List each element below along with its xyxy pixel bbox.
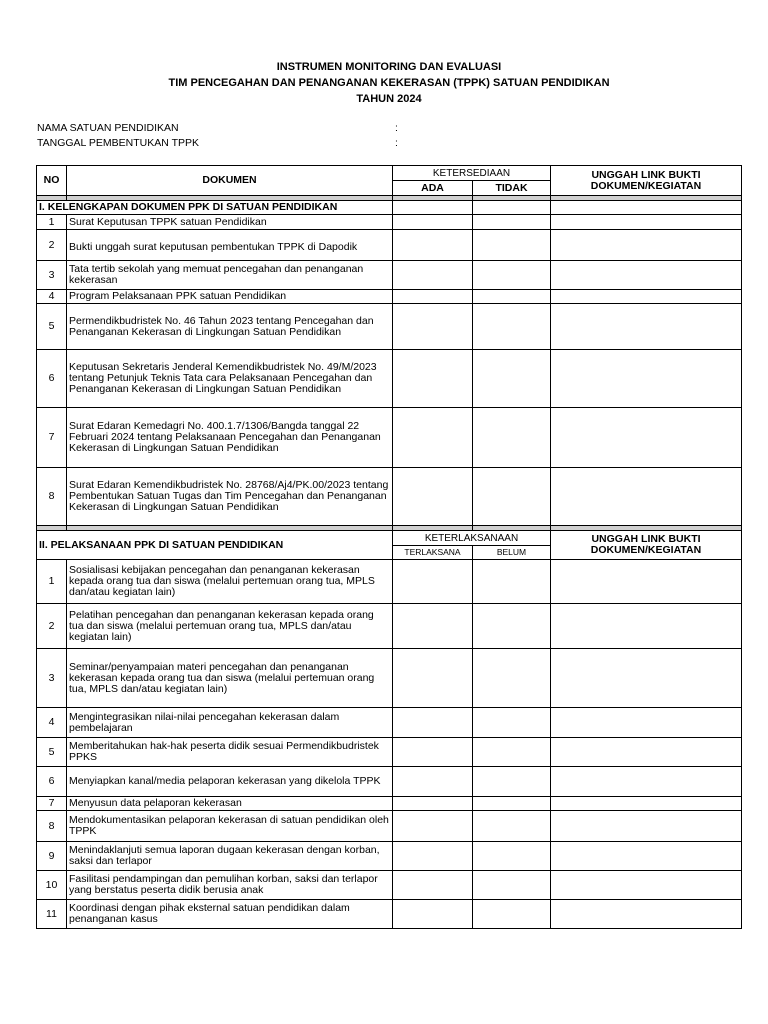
- cell-link[interactable]: [551, 797, 742, 811]
- table-row: [37, 649, 742, 708]
- table-row: [37, 408, 742, 468]
- cell-link[interactable]: [551, 871, 742, 900]
- row-activity: Pelatihan pencegahan dan penanganan kekerasan kepada orang tua dan siswa (melalui pertemuan orang tua, MPLS dan/atau kegiatan lain): [67, 604, 393, 649]
- table-row: [37, 811, 742, 842]
- row-number: 10: [37, 871, 67, 900]
- row-document: Surat Keputusan TPPK satuan Pendidikan: [67, 215, 393, 230]
- cell-link[interactable]: [551, 230, 742, 261]
- table-row: [37, 767, 742, 797]
- document-title-block: [0, 59, 768, 107]
- cell-link[interactable]: [551, 900, 742, 929]
- header-upload-link-2: UNGGAH LINK BUKTI DOKUMEN/KEGIATAN: [551, 531, 742, 560]
- formation-date-label: TANGGAL PEMBENTUKAN TPPK: [37, 137, 200, 149]
- row-document: Surat Edaran Kemedagri No. 400.1.7/1306/Bangda tanggal 22 Februari 2024 tentang Pelaksanaan Pencegahan dan Penanganan Kekerasan di Lingkungan Satuan Pendidikan: [67, 408, 393, 468]
- row-number: 1: [37, 215, 67, 230]
- row-activity: Koordinasi dengan pihak eksternal satuan pendidikan dalam penanganan kasus: [67, 900, 393, 929]
- cell-ada[interactable]: [393, 201, 473, 215]
- cell-link[interactable]: [551, 468, 742, 526]
- header-execution: KETERLAKSANAAN: [393, 531, 551, 546]
- row-number: 7: [37, 797, 67, 811]
- row-document: Tata tertib sekolah yang memuat pencegahan dan penanganan kekerasan: [67, 261, 393, 290]
- row-document: Permendikbudristek No. 46 Tahun 2023 tentang Pencegahan dan Penanganan Kekerasan di Lingkungan Satuan Pendidikan: [67, 304, 393, 350]
- table-header-row: [37, 166, 742, 181]
- cell-belum[interactable]: [473, 560, 551, 604]
- row-number: 6: [37, 767, 67, 797]
- table-row: [37, 304, 742, 350]
- table-row: [37, 230, 742, 261]
- header-ada: ADA: [393, 181, 473, 196]
- cell-terlaksana[interactable]: [393, 738, 473, 767]
- row-number: 3: [37, 649, 67, 708]
- cell-terlaksana[interactable]: [393, 797, 473, 811]
- table-row: [37, 261, 742, 290]
- header-belum: BELUM: [473, 546, 551, 560]
- cell-belum[interactable]: [473, 797, 551, 811]
- section-2-title: II. PELAKSANAAN PPK DI SATUAN PENDIDIKAN: [37, 531, 393, 560]
- cell-link[interactable]: [551, 767, 742, 797]
- row-document: Surat Edaran Kemendikbudristek No. 28768/Aj4/PK.00/2023 tentang Pembentukan Satuan Tugas dan Tim Pencegahan dan Penanganan Kekerasan di Lingkungan Satuan Pendidikan: [67, 468, 393, 526]
- table-row: [37, 468, 742, 526]
- table-row: [37, 708, 742, 738]
- school-name-field: [37, 122, 398, 134]
- row-activity: Sosialisasi kebijakan pencegahan dan penanganan kekerasan kepada orang tua dan siswa (melalui pertemuan orang tua, MPLS dan/atau kegiatan lain): [67, 560, 393, 604]
- cell-belum[interactable]: [473, 604, 551, 649]
- cell-belum[interactable]: [473, 649, 551, 708]
- cell-link[interactable]: [551, 304, 742, 350]
- table-row: [37, 738, 742, 767]
- cell-ada[interactable]: [393, 304, 473, 350]
- cell-terlaksana[interactable]: [393, 842, 473, 871]
- cell-tidak[interactable]: [473, 215, 551, 230]
- row-activity: Mendokumentasikan pelaporan kekerasan di satuan pendidikan oleh TPPK: [67, 811, 393, 842]
- cell-terlaksana[interactable]: [393, 649, 473, 708]
- section-2-header: [37, 531, 742, 546]
- cell-link[interactable]: [551, 811, 742, 842]
- cell-terlaksana[interactable]: [393, 767, 473, 797]
- formation-date-field: [37, 137, 398, 149]
- cell-tidak[interactable]: [473, 408, 551, 468]
- cell-link[interactable]: [551, 842, 742, 871]
- cell-link[interactable]: [551, 604, 742, 649]
- table-row: [37, 842, 742, 871]
- table-row: [37, 215, 742, 230]
- cell-tidak[interactable]: [473, 230, 551, 261]
- row-activity: Menyusun data pelaporan kekerasan: [67, 797, 393, 811]
- title-line-2: TIM PENCEGAHAN DAN PENANGANAN KEKERASAN (TPPK) SATUAN PENDIDIKAN: [168, 77, 610, 89]
- cell-tidak[interactable]: [473, 290, 551, 304]
- row-number: 11: [37, 900, 67, 929]
- row-activity: Menindaklanjuti semua laporan dugaan kekerasan dengan korban, saksi dan terlapor: [67, 842, 393, 871]
- header-terlaksana: TERLAKSANA: [393, 546, 473, 560]
- cell-link[interactable]: [551, 408, 742, 468]
- header-availability: KETERSEDIAAN: [393, 166, 551, 181]
- cell-belum[interactable]: [473, 871, 551, 900]
- section-1-title: I. KELENGKAPAN DOKUMEN PPK DI SATUAN PENDIDIKAN: [37, 201, 393, 215]
- title-line-3: TAHUN 2024: [356, 93, 422, 105]
- school-name-colon: :: [395, 122, 398, 134]
- cell-link[interactable]: [551, 350, 742, 408]
- row-number: 1: [37, 560, 67, 604]
- cell-terlaksana[interactable]: [393, 811, 473, 842]
- cell-belum[interactable]: [473, 738, 551, 767]
- header-tidak: TIDAK: [473, 181, 551, 196]
- row-document: Keputusan Sekretaris Jenderal Kemendikbudristek No. 49/M/2023 tentang Petunjuk Teknis Tata cara Pelaksanaan Pencegahan dan Penanganan Kekerasan di Lingkungan Satuan Pendidikan: [67, 350, 393, 408]
- row-activity: Mengintegrasikan nilai-nilai pencegahan kekerasan dalam pembelajaran: [67, 708, 393, 738]
- row-activity: Seminar/penyampaian materi pencegahan dan penanganan kekerasan kepada orang tua dan siswa (melalui pertemuan orang tua, MPLS dan/atau kegiatan lain): [67, 649, 393, 708]
- cell-belum[interactable]: [473, 900, 551, 929]
- cell-ada[interactable]: [393, 408, 473, 468]
- cell-belum[interactable]: [473, 842, 551, 871]
- row-number: 6: [37, 350, 67, 408]
- cell-tidak[interactable]: [473, 350, 551, 408]
- cell-tidak[interactable]: [473, 468, 551, 526]
- cell-belum[interactable]: [473, 811, 551, 842]
- header-upload-link: UNGGAH LINK BUKTI DOKUMEN/KEGIATAN: [551, 166, 742, 196]
- row-number: 8: [37, 468, 67, 526]
- cell-terlaksana[interactable]: [393, 560, 473, 604]
- header-document: DOKUMEN: [67, 166, 393, 196]
- table-row: [37, 560, 742, 604]
- row-document: Program Pelaksanaan PPK satuan Pendidikan: [67, 290, 393, 304]
- row-number: 2: [37, 604, 67, 649]
- row-number: 4: [37, 708, 67, 738]
- cell-link[interactable]: [551, 738, 742, 767]
- row-activity: Menyiapkan kanal/media pelaporan kekerasan yang dikelola TPPK: [67, 767, 393, 797]
- table-row: [37, 604, 742, 649]
- cell-ada[interactable]: [393, 290, 473, 304]
- cell-terlaksana[interactable]: [393, 871, 473, 900]
- cell-link[interactable]: [551, 649, 742, 708]
- table-row: [37, 871, 742, 900]
- cell-ada[interactable]: [393, 350, 473, 408]
- monitoring-table: [36, 165, 742, 929]
- table-row: [37, 290, 742, 304]
- row-number: 4: [37, 290, 67, 304]
- table-row: [37, 350, 742, 408]
- cell-terlaksana[interactable]: [393, 900, 473, 929]
- cell-link[interactable]: [551, 560, 742, 604]
- cell-terlaksana[interactable]: [393, 604, 473, 649]
- cell-ada[interactable]: [393, 261, 473, 290]
- row-number: 3: [37, 261, 67, 290]
- row-document: Bukti unggah surat keputusan pembentukan TPPK di Dapodik: [67, 230, 393, 261]
- formation-date-colon: :: [395, 137, 398, 149]
- row-activity: Memberitahukan hak-hak peserta didik sesuai Permendikbudristek PPKS: [67, 738, 393, 767]
- cell-terlaksana[interactable]: [393, 708, 473, 738]
- row-number: 8: [37, 811, 67, 842]
- table-row: [37, 900, 742, 929]
- cell-ada[interactable]: [393, 230, 473, 261]
- row-number: 5: [37, 738, 67, 767]
- cell-link[interactable]: [551, 290, 742, 304]
- title-line-1: INSTRUMEN MONITORING DAN EVALUASI: [276, 61, 502, 73]
- row-number: 7: [37, 408, 67, 468]
- cell-belum[interactable]: [473, 708, 551, 738]
- cell-tidak[interactable]: [473, 261, 551, 290]
- table-row: [37, 797, 742, 811]
- cell-link[interactable]: [551, 708, 742, 738]
- cell-link[interactable]: [551, 261, 742, 290]
- cell-belum[interactable]: [473, 767, 551, 797]
- school-name-label: NAMA SATUAN PENDIDIKAN: [37, 122, 179, 134]
- cell-link[interactable]: [551, 215, 742, 230]
- cell-tidak[interactable]: [473, 304, 551, 350]
- cell-link[interactable]: [551, 201, 742, 215]
- cell-ada[interactable]: [393, 215, 473, 230]
- cell-ada[interactable]: [393, 468, 473, 526]
- row-activity: Fasilitasi pendampingan dan pemulihan korban, saksi dan terlapor yang berstatus peserta didik berusia anak: [67, 871, 393, 900]
- row-number: 9: [37, 842, 67, 871]
- cell-tidak[interactable]: [473, 201, 551, 215]
- header-no: NO: [37, 166, 67, 196]
- section-1-header: [37, 201, 742, 215]
- row-number: 5: [37, 304, 67, 350]
- row-number: 2: [37, 230, 67, 261]
